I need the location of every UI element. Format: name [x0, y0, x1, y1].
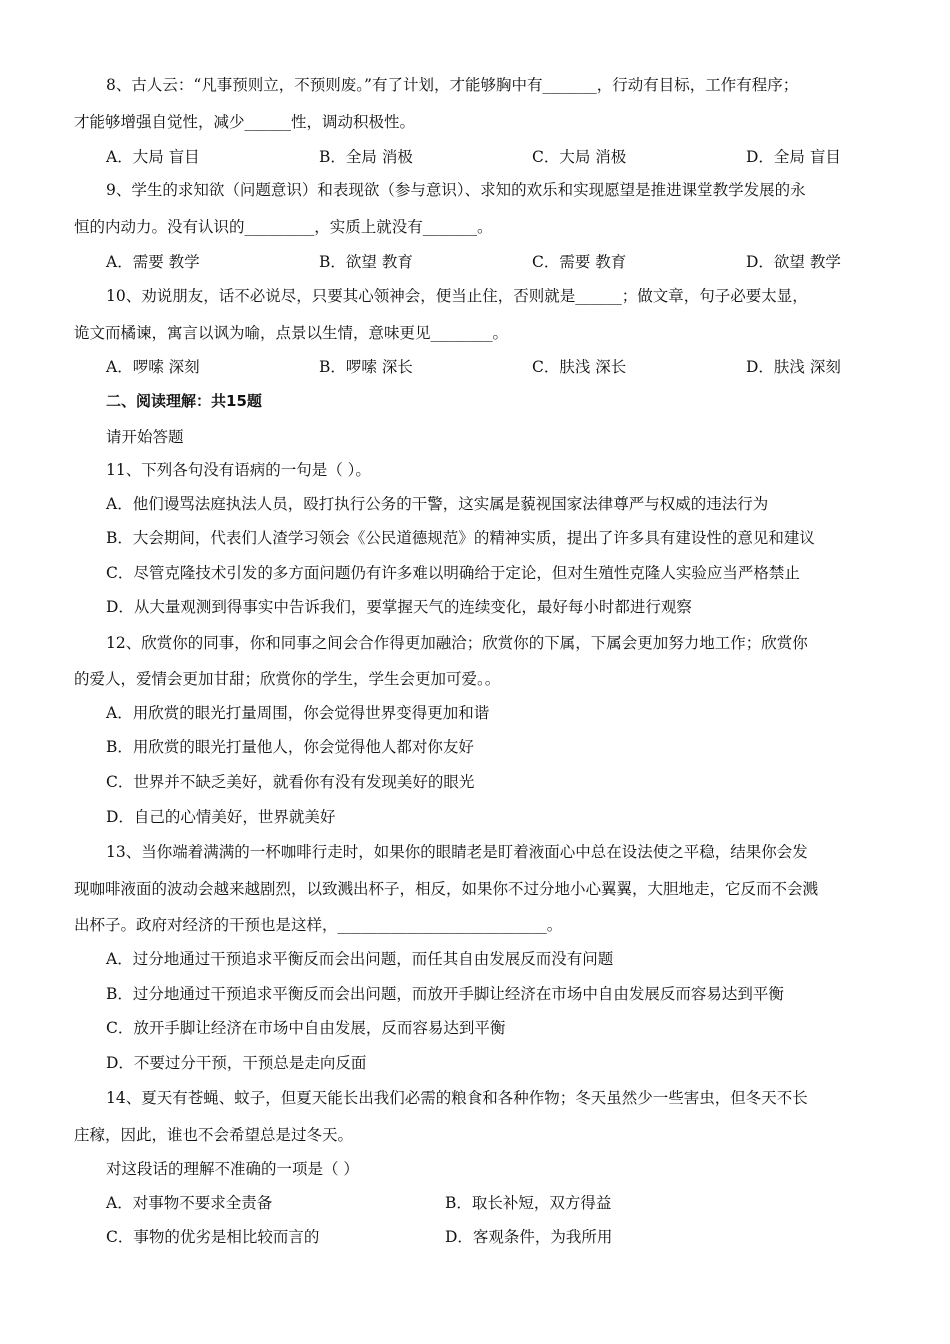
q14-option-a: A．对事物不要求全责备 — [106, 1194, 273, 1212]
q9-line2: 恒的内动力。没有认识的_________，实质上就没有_______。 — [74, 218, 493, 236]
q11-option-d: D．从大量观测到得事实中告诉我们，要掌握天气的连续变化，最好每小时都进行观察 — [106, 598, 692, 616]
q13-option-d: D．不要过分干预，干预总是走向反面 — [106, 1054, 367, 1072]
q10-option-c: C．肤浅 深长 — [532, 358, 627, 376]
q14-option-c: C．事物的优劣是相比较而言的 — [106, 1228, 320, 1246]
q14-line2: 庄稼，因此，谁也不会希望总是过冬天。 — [74, 1126, 354, 1144]
q8-line2: 才能够增强自觉性，减少______性，调动积极性。 — [74, 113, 416, 131]
q14-sub-question: 对这段话的理解不准确的一项是（ ） — [106, 1160, 359, 1178]
q10-line1: 10、劝说朋友，话不必说尽，只要其心领神会，便当止住，否则就是______；做文章，句子必要太显， — [106, 287, 808, 305]
q13-option-c: C．放开手脚让经济在市场中自由发展，反而容易达到平衡 — [106, 1019, 506, 1037]
q14-option-b: B．取长补短，双方得益 — [445, 1194, 612, 1212]
q10-option-b: B．啰嗦 深长 — [319, 358, 413, 376]
q9-option-b: B．欲望 教育 — [319, 253, 413, 271]
q13-line2: 现咖啡液面的波动会越来越剧烈，以致溅出杯子，相反，如果你不过分地小心翼翼，大胆地走，它反而不会溅 — [74, 880, 819, 898]
q12-line2: 的爱人，爱情会更加甘甜；欣赏你的学生，学生会更加可爱。。 — [74, 670, 501, 688]
q10-option-d: D．肤浅 深刻 — [746, 358, 841, 376]
q14-option-d: D．客观条件，为我所用 — [445, 1228, 613, 1246]
q8-option-d: D．全局 盲目 — [746, 148, 841, 166]
q12-option-d: D．自己的心情美好，世界就美好 — [106, 808, 336, 826]
q8-option-b: B．全局 消极 — [319, 148, 413, 166]
q8-option-a: A．大局 盲目 — [106, 148, 200, 166]
section-instruction: 请开始答题 — [106, 428, 184, 446]
q10-line2: 诡文而橘谏，寓言以讽为喻，点景以生情，意味更见________。 — [74, 324, 509, 342]
q13-option-a: A．过分地通过干预追求平衡反而会出问题，而任其自由发展反而没有问题 — [106, 950, 614, 968]
q9-option-d: D．欲望 教学 — [746, 253, 841, 271]
section-heading: 二、阅读理解：共15题 — [106, 392, 262, 410]
q9-option-a: A．需要 教学 — [106, 253, 200, 271]
q12-option-c: C．世界并不缺乏美好，就看你有没有发现美好的眼光 — [106, 773, 475, 791]
q12-line1: 12、欣赏你的同事，你和同事之间会合作得更加融洽；欣赏你的下属，下属会更加努力地工作；欣赏你 — [106, 634, 808, 652]
q11-option-c: C．尽管克隆技术引发的多方面问题仍有许多难以明确给于定论，但对生殖性克隆人实验应当严格禁止 — [106, 564, 800, 582]
q9-line1: 9、学生的求知欲（问题意识）和表现欲（参与意识）、求知的欢乐和实现愿望是推进课堂教学发展的永 — [106, 181, 806, 199]
q13-line1: 13、当你端着满满的一杯咖啡行走时，如果你的眼睛老是盯着液面心中总在设法使之平稳，结果你会发 — [106, 843, 808, 861]
q11-stem: 11、下列各句没有语病的一句是（ ）。 — [106, 461, 371, 479]
q8-line1: 8、古人云：“凡事预则立，不预则废。”有了计划，才能够胸中有_______，行动有目标，工作有程序； — [106, 76, 799, 94]
q13-line3: 出杯子。政府对经济的干预也是这样，___________________________。 — [74, 916, 563, 934]
q10-option-a: A．啰嗦 深刻 — [106, 358, 200, 376]
q13-option-b: B．过分地通过干预追求平衡反而会出问题，而放开手脚让经济在市场中自由发展反而容易达到平衡 — [106, 985, 784, 1003]
q8-option-c: C．大局 消极 — [532, 148, 627, 166]
q14-line1: 14、夏天有苍蝇、蚊子，但夏天能长出我们必需的粮食和各种作物；冬天虽然少一些害虫，但冬天不长 — [106, 1089, 808, 1107]
q12-option-a: A．用欣赏的眼光打量周围，你会觉得世界变得更加和谐 — [106, 704, 490, 722]
q11-option-b: B．大会期间，代表们人渣学习领会《公民道德规范》的精神实质，提出了许多具有建设性的意见和建议 — [106, 529, 815, 547]
q11-option-a: A．他们谩骂法庭执法人员，殴打执行公务的干警，这实属是藐视国家法律尊严与权威的违法行为 — [106, 495, 769, 513]
q12-option-b: B．用欣赏的眼光打量他人，你会觉得他人都对你友好 — [106, 738, 474, 756]
q9-option-c: C．需要 教育 — [532, 253, 627, 271]
